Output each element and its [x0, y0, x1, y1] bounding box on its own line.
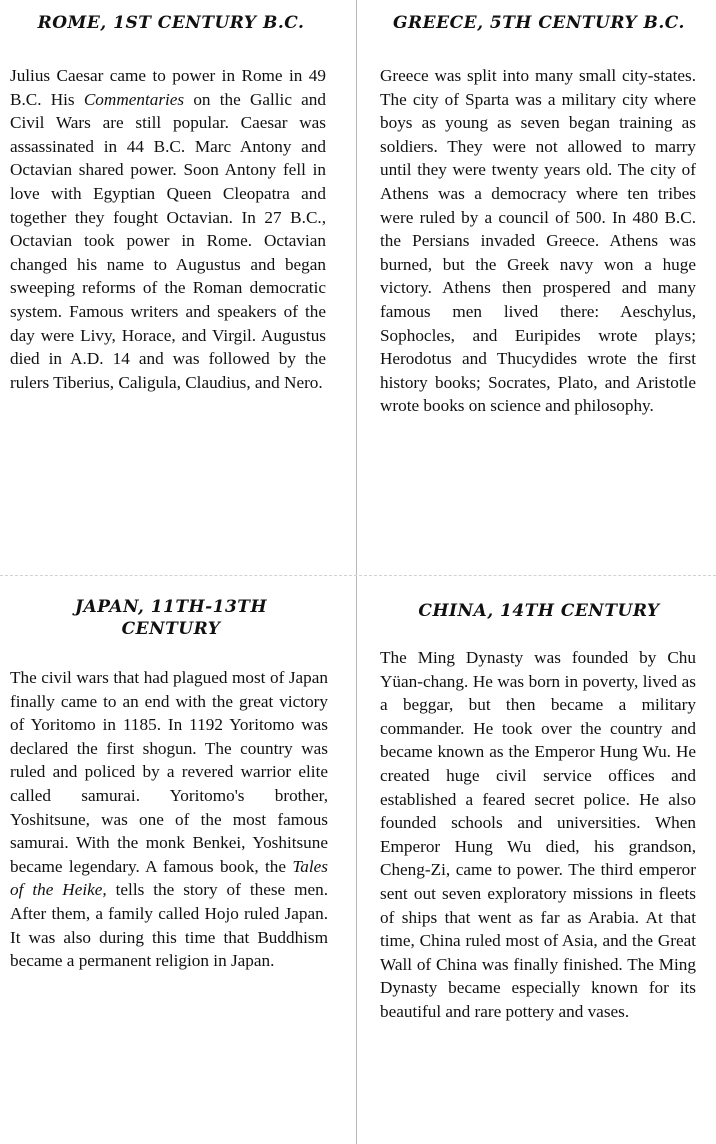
section-japan	[10, 596, 332, 973]
body-text: The civil wars that had plagued most of Japan finally came to an end with the great victory of Yoritomo in 1185. In 1192 Yoritomo was declared the first shogun. The country was ruled and policed by a revered warrior elite called samurai. Yoritomo's brother, Yoshitsune, was one of the most famous samurai. With the monk Benkei, Yoshitsune became legendary. A famous book, the	[10, 668, 328, 876]
section-greece	[380, 12, 698, 418]
heading-line: CENTURY	[121, 619, 221, 639]
book-title: Tales of the Heike,	[10, 856, 328, 900]
horizontal-divider	[0, 575, 716, 576]
section-heading-rome: ROME, 1ST CENTURY B.C.	[37, 13, 305, 33]
section-body-japan	[10, 666, 328, 973]
body-text: on the Gallic and Civil Wars are still popular. Caesar was assassinated in 44 B.C. Marc Antony and Octavian shared power. Soon Antony fell in love with Egyptian Queen Cleopatra and together they fought Octavian. In 27 B.C., Octavian took power in Rome. Octavian changed his name to Augustus and began sweeping reforms of the Roman democratic system. Famous writers and speakers of the day were Livy, Horace, and Virgil. Augustus died in A.D. 14 and was followed by the rulers Tiberius, Caligula, Claudius, and Nero.	[10, 89, 326, 392]
book-title: Commentaries	[83, 89, 185, 109]
section-body-china	[380, 646, 696, 1024]
heading-line: JAPAN, 11TH-13TH	[74, 597, 268, 617]
body-text: tells the story of these men. After them, a family called Hojo ruled Japan. It was also during this time that Buddhism became a permanent religion in Japan.	[10, 880, 328, 971]
section-rome	[10, 12, 332, 394]
vertical-divider	[356, 0, 357, 1144]
section-china	[380, 600, 698, 1024]
section-body-greece	[380, 64, 696, 418]
section-heading-china: CHINA, 14TH CENTURY	[418, 601, 660, 621]
section-body-rome	[10, 64, 326, 394]
body-text: The Ming Dynasty was founded by Chu Yüan-chang. He was born in poverty, lived as a beggar, but then became a military commander. He took over the country and became known as the Emperor Hung Wu. He created huge civil service offices and established a feared secret police. He also founded schools and universities. When Emperor Hung Wu died, his grandson, Cheng-Zi, came to power. The third emperor sent out seven exploratory missions in fleets of ships that went as far as Arabia. At that time, China ruled most of Asia, and the Great Wall of China was finally finished. The Ming Dynasty became especially known for its beautiful and rare pottery and vases.	[380, 648, 696, 1021]
body-text: Julius Caesar came to power in Rome in 49 B.C. His	[10, 66, 326, 109]
section-heading-japan	[10, 596, 332, 640]
body-text: Greece was split into many small city-states. The city of Sparta was a military city where boys as young as seven began training as soldiers. They were not allowed to marry until they were twenty years old. The city of Athens was a democracy where ten tribes were ruled by a council of 500. In 480 B.C. the Persians invaded Greece. Athens was burned, but the Greek navy won a huge victory. Athens then prospered and many famous men lived there: Aeschylus, Sophocles, and Euripides wrote plays; Herodotus and Thucydides wrote the first history books; Socrates, Plato, and Aristotle wrote books on science and philosophy.	[380, 66, 696, 416]
section-heading-greece: GREECE, 5TH CENTURY B.C.	[393, 13, 685, 33]
